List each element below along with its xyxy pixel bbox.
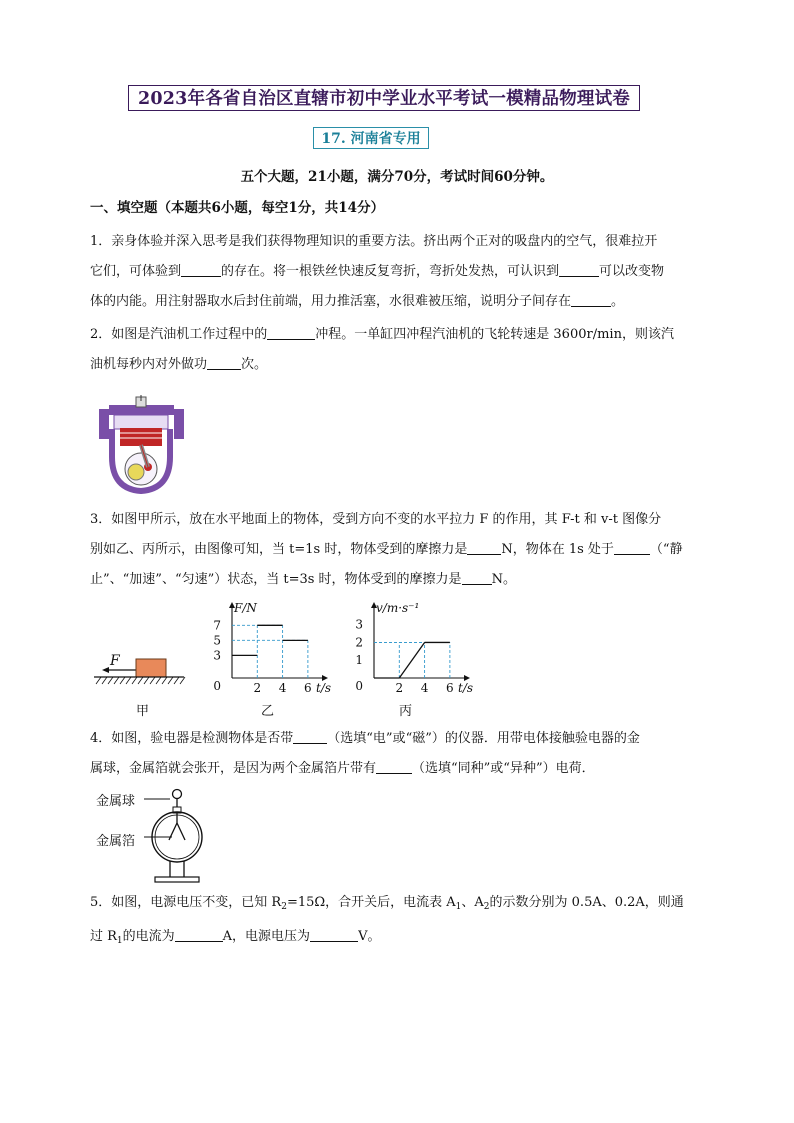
hatch-line [102, 677, 107, 684]
answer-blank[interactable] [376, 759, 412, 774]
q5-line [90, 888, 710, 922]
stand [170, 861, 184, 877]
figure-label-jia: 甲 [136, 704, 150, 719]
y-tick-label: 7 [213, 618, 221, 633]
q2-text: 2．如图是汽油机工作过程中的 [90, 327, 268, 342]
q1-line: 1．亲身体验并深入思考是我们获得物理知识的重要方法。挤出两个正对的吸盘内的空气，很难拉开 [90, 234, 658, 249]
hatch-line [174, 677, 179, 684]
x-tick-label: 6 [304, 681, 312, 694]
y-tick-label: 3 [355, 617, 363, 632]
engine-figure [96, 395, 186, 495]
answer-blank[interactable] [207, 355, 241, 370]
x-tick-label: 6 [446, 681, 454, 694]
q3-text: （“静 [649, 542, 683, 557]
q4-text: （选填“电”或“磁”）的仪器．用带电体接触验电器的金 [327, 731, 640, 746]
q3-text: 别如乙、丙所示，由图像可知，当 t=1s 时，物体受到的摩擦力是 [90, 542, 468, 557]
foil-left [169, 823, 177, 840]
q2-line [90, 320, 710, 350]
answer-blank[interactable] [267, 325, 315, 340]
q1-text: 的存在。将一根铁丝快速反复弯折，弯折处发热，可认识到 [221, 264, 560, 279]
hatch-line [132, 677, 137, 684]
hatch-line [156, 677, 161, 684]
question-1 [90, 227, 710, 317]
q4-line [90, 754, 710, 784]
q1-text: 它们，可体验到 [90, 264, 182, 279]
origin-label: 0 [213, 679, 221, 693]
data-segment [399, 642, 424, 678]
hatch-line [114, 677, 119, 684]
label-metal-foil: 金属箔 [96, 834, 136, 849]
q5-text: A，电源电压为 [222, 929, 311, 944]
q5-text: V。 [358, 929, 381, 944]
page-title: 2023年各省自治区直辖市初中学业水平考试一模精品物理试卷 [128, 85, 640, 111]
hatch-line [144, 677, 149, 684]
hatch-line [96, 677, 101, 684]
hatch-line [138, 677, 143, 684]
q5-text: 的示数分别为 0.5A、0.2A，则通 [489, 895, 684, 910]
q5-text: 5．如图，电源电压不变，已知 R [90, 895, 282, 910]
q3-text: 止”、“加速”、“匀速”）状态，当 t=3s 时，物体受到的摩擦力是 [90, 572, 462, 587]
y-tick-label: 5 [213, 633, 221, 648]
figure-label-bing: 丙 [399, 704, 413, 719]
y-axis-label: F/N [234, 602, 257, 615]
foil-right [177, 823, 185, 840]
q5-text: 、A [461, 895, 484, 910]
answer-blank[interactable] [310, 927, 358, 942]
x-tick-label: 2 [253, 681, 262, 694]
subscript: 1 [455, 902, 462, 912]
question-2 [90, 320, 710, 380]
answer-blank[interactable] [181, 262, 221, 277]
q4-text: 属球，金属箔就会张开，是因为两个金属箔片带有 [90, 761, 377, 776]
q2-text: 油机每秒内对外做功 [90, 357, 208, 372]
q3-line [90, 565, 710, 595]
q1-line [90, 287, 710, 317]
answer-blank[interactable] [467, 540, 501, 555]
origin-label: 0 [355, 679, 363, 693]
q3-line [90, 535, 710, 565]
force-label: F [110, 653, 120, 669]
electroscope-figure [140, 785, 230, 890]
subscript: 1 [116, 936, 123, 946]
hatch-line [168, 677, 173, 684]
q1-text: 体的内能。用注射器取水后封住前端，用力推活塞，水很难被压缩，说明分子间存在 [90, 294, 572, 309]
subscript: 2 [281, 902, 287, 912]
x-axis-label: t/s [316, 681, 332, 694]
answer-blank[interactable] [293, 729, 327, 744]
q3-text: N。 [491, 572, 516, 587]
hatch-line [180, 677, 185, 684]
exam-info: 五个大题，21小题，满分70分，考试时间60分钟。 [240, 169, 554, 185]
hatch-line [120, 677, 125, 684]
answer-blank[interactable] [462, 570, 492, 585]
answer-blank[interactable] [559, 262, 599, 277]
answer-blank[interactable] [571, 292, 611, 307]
figure-jia [90, 645, 190, 690]
x-axis-label: t/s [458, 681, 474, 694]
q3-text: N，物体在 1s 处于 [501, 542, 614, 557]
x-tick-label: 2 [395, 681, 404, 694]
chart-velocity-time [350, 602, 480, 694]
x-tick-label: 4 [420, 681, 429, 694]
answer-blank[interactable] [175, 927, 223, 942]
y-tick-label: 3 [213, 648, 221, 663]
chart-force-time [208, 602, 338, 694]
q2-text: 冲程。一单缸四冲程汽油机的飞轮转速是 3600r/min，则该汽 [315, 327, 674, 342]
figure-label-yi: 乙 [261, 704, 275, 719]
question-4 [90, 724, 710, 784]
q5-text: =15Ω，合开关后，电流表 A [286, 895, 456, 910]
q2-line [90, 350, 710, 380]
base [155, 877, 199, 882]
q4-text: （选填“同种”或“异种”）电荷． [412, 761, 595, 776]
hatch-line [150, 677, 155, 684]
q5-line [90, 922, 710, 956]
section-heading-fill-blank: 一、填空题（本题共6小题，每空1分，共14分） [90, 200, 385, 216]
q2-text: 次。 [241, 357, 268, 372]
q1-line [90, 257, 710, 287]
metal-ball [173, 790, 182, 799]
label-metal-ball: 金属球 [96, 794, 136, 809]
block [136, 659, 166, 677]
question-5 [90, 888, 710, 956]
page-subtitle: 17. 河南省专用 [313, 127, 429, 149]
q5-text: 的电流为 [122, 929, 175, 944]
force-arrowhead [102, 667, 109, 673]
y-tick-label: 2 [355, 635, 363, 650]
q1-text: 。 [611, 294, 625, 309]
q1-text: 可以改变物 [599, 264, 665, 279]
q3-line: 3．如图甲所示，放在水平地面上的物体，受到方向不变的水平拉力 F 的作用，其 F-t 和 v-t 图像分 [90, 512, 662, 527]
answer-blank[interactable] [614, 540, 650, 555]
ground-hatching [96, 677, 185, 684]
subscript: 2 [483, 902, 490, 912]
hatch-line [162, 677, 167, 684]
q4-line [90, 724, 710, 754]
question-3 [90, 505, 710, 595]
q4-text: 4．如图，验电器是检测物体是否带 [90, 731, 294, 746]
hatch-line [108, 677, 113, 684]
x-tick-label: 4 [278, 681, 287, 694]
hatch-line [126, 677, 131, 684]
y-axis-label: v/m·s⁻¹ [376, 602, 420, 615]
q5-text: 过 R [90, 929, 117, 944]
y-tick-label: 1 [355, 653, 363, 668]
